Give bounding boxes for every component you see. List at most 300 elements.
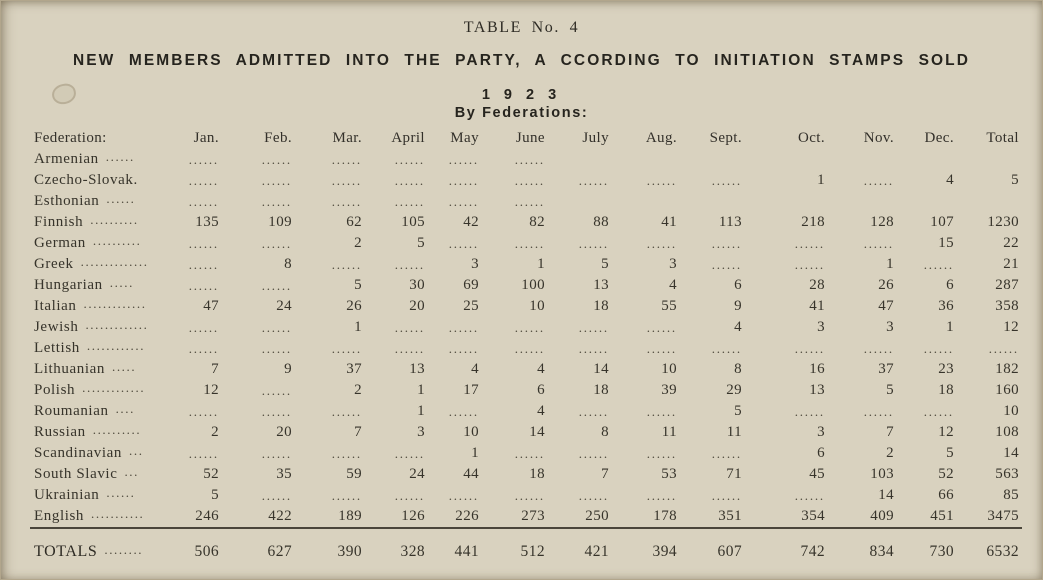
federation-name-cell [30, 464, 160, 485]
empty-cell-dots: ...... [261, 193, 292, 209]
empty-cell-dots: ...... [331, 445, 362, 461]
federation-name: Ukrainian [34, 487, 100, 503]
empty-cell-dots: ...... [863, 403, 894, 419]
value-cell: 105 [401, 214, 425, 230]
value-cell: 4 [734, 319, 742, 335]
empty-cell-dots: ...... [646, 235, 677, 251]
table-number: TABLE No. 4 [463, 19, 580, 36]
federation-name: Greek [34, 256, 74, 272]
dot-leader: ........ [104, 542, 144, 557]
federation-name-cell [30, 233, 160, 254]
federation-name: German [34, 235, 86, 251]
value-cell: 2 [354, 235, 362, 251]
dot-leader: .......... [92, 422, 142, 437]
value-cell: 53 [661, 466, 677, 482]
value-cell: 135 [195, 214, 219, 230]
empty-cell-dots: ...... [261, 172, 292, 188]
value-cell: 160 [995, 382, 1019, 398]
federation-name-cell [30, 338, 160, 359]
empty-cell-dots: ...... [794, 340, 825, 356]
column-header-mar: Mar. [332, 130, 362, 146]
empty-cell-dots: ...... [188, 193, 219, 209]
empty-cell-dots: ...... [646, 445, 677, 461]
blank-cell [548, 149, 612, 170]
value-cell: 394 [612, 528, 680, 565]
empty-cell-dots: ...... [188, 319, 219, 335]
value-cell: 21 [1003, 256, 1019, 272]
empty-cell-dots: ...... [578, 403, 609, 419]
value-cell: 273 [521, 508, 545, 524]
federation-name: South Slavic [34, 466, 118, 482]
empty-cell-dots: ...... [514, 319, 545, 335]
value-cell: 1 [417, 382, 425, 398]
page-title: NEW MEMBERS ADMITTED INTO THE PARTY, A CCORDING TO INITIATION STAMPS SOLD [72, 52, 971, 69]
value-cell: 1230 [987, 214, 1019, 230]
empty-cell-dots: ...... [394, 151, 425, 167]
value-cell: 4 [537, 361, 545, 377]
value-cell: 18 [938, 382, 954, 398]
empty-cell-dots: ...... [711, 256, 742, 272]
value-cell: 1 [817, 172, 825, 188]
empty-cell-dots: ...... [394, 256, 425, 272]
table-row [30, 338, 1022, 359]
column-header-aug: Aug. [645, 130, 677, 146]
value-cell: 20 [276, 424, 292, 440]
value-cell: 10 [463, 424, 479, 440]
federation-name-cell [30, 275, 160, 296]
value-cell: 8 [734, 361, 742, 377]
empty-cell-dots: ...... [578, 487, 609, 503]
empty-cell-dots: ...... [331, 193, 362, 209]
empty-cell-dots: ...... [646, 172, 677, 188]
value-cell: 13 [809, 382, 825, 398]
blank-cell [612, 191, 680, 212]
value-cell: 354 [801, 508, 825, 524]
value-cell: 18 [593, 382, 609, 398]
value-cell: 41 [809, 298, 825, 314]
value-cell: 5 [1011, 172, 1019, 188]
value-cell: 10 [1003, 403, 1019, 419]
value-cell: 26 [346, 298, 362, 314]
empty-cell-dots: ...... [188, 235, 219, 251]
value-cell: 13 [409, 361, 425, 377]
value-cell: 16 [809, 361, 825, 377]
empty-cell-dots: ...... [514, 151, 545, 167]
value-cell: 6532 [957, 528, 1022, 565]
value-cell: 52 [938, 466, 954, 482]
value-cell: 41 [661, 214, 677, 230]
totals-label: TOTALS [34, 543, 98, 560]
value-cell: 69 [463, 277, 479, 293]
empty-cell-dots: ...... [448, 403, 479, 419]
empty-cell-dots: ...... [261, 487, 292, 503]
empty-cell-dots: ...... [514, 487, 545, 503]
blank-cell [612, 149, 680, 170]
value-cell: 5 [601, 256, 609, 272]
empty-cell-dots: ...... [331, 487, 362, 503]
value-cell: 10 [529, 298, 545, 314]
dot-leader: .... [115, 401, 135, 416]
value-cell: 47 [878, 298, 894, 314]
value-cell: 4 [537, 403, 545, 419]
empty-cell-dots: ...... [863, 172, 894, 188]
value-cell: 37 [878, 361, 894, 377]
value-cell: 14 [593, 361, 609, 377]
value-cell: 2 [211, 424, 219, 440]
value-cell: 1 [354, 319, 362, 335]
value-cell: 287 [995, 277, 1019, 293]
column-header-feb: Feb. [264, 130, 292, 146]
blank-cell [680, 149, 745, 170]
value-cell: 182 [995, 361, 1019, 377]
federation-name: Roumanian [34, 403, 109, 419]
federation-name: Czecho-Slovak. [34, 172, 138, 188]
column-header-federation: Federation: [34, 130, 107, 146]
value-cell: 607 [680, 528, 745, 565]
dot-leader: ............. [85, 317, 149, 332]
table-row [30, 296, 1022, 317]
value-cell: 24 [409, 466, 425, 482]
value-cell: 88 [593, 214, 609, 230]
value-cell: 5 [354, 277, 362, 293]
subtitle: By Federations: [454, 105, 589, 121]
federation-name-cell [30, 359, 160, 380]
value-cell: 128 [870, 214, 894, 230]
empty-cell-dots: ...... [794, 403, 825, 419]
federation-name-cell [30, 191, 160, 212]
table-row [30, 464, 1022, 485]
table-row [30, 380, 1022, 401]
value-cell: 22 [1003, 235, 1019, 251]
value-cell: 6 [734, 277, 742, 293]
table-row [30, 149, 1022, 170]
dot-leader: ............ [86, 338, 146, 353]
value-cell: 7 [886, 424, 894, 440]
federation-name-cell [30, 170, 160, 191]
empty-cell-dots: ...... [261, 235, 292, 251]
federation-name: Polish [34, 382, 76, 398]
value-cell: 834 [828, 528, 897, 565]
column-header-july: July [582, 130, 609, 146]
value-cell: 18 [529, 466, 545, 482]
value-cell: 226 [455, 508, 479, 524]
value-cell: 85 [1003, 487, 1019, 503]
empty-cell-dots: ...... [448, 340, 479, 356]
dot-leader: ...... [105, 149, 135, 164]
empty-cell-dots: ...... [261, 319, 292, 335]
value-cell: 409 [870, 508, 894, 524]
value-cell: 3 [669, 256, 677, 272]
value-cell: 4 [946, 172, 954, 188]
blank-cell [828, 191, 897, 212]
value-cell: 3 [817, 424, 825, 440]
value-cell: 1 [537, 256, 545, 272]
value-cell: 30 [409, 277, 425, 293]
federation-name: English [34, 508, 85, 524]
value-cell: 11 [661, 424, 677, 440]
table-row [30, 317, 1022, 338]
year-label: 1 9 2 3 [481, 87, 562, 103]
blank-cell [828, 149, 897, 170]
federation-name: Italian [34, 298, 77, 314]
column-header-april: April [391, 130, 425, 146]
value-cell: 18 [593, 298, 609, 314]
dot-leader: ..... [111, 359, 137, 374]
empty-cell-dots: ...... [794, 256, 825, 272]
empty-cell-dots: ...... [448, 487, 479, 503]
empty-cell-dots: ...... [188, 445, 219, 461]
value-cell: 12 [203, 382, 219, 398]
value-cell: 358 [995, 298, 1019, 314]
value-cell: 13 [593, 277, 609, 293]
empty-cell-dots: ...... [448, 193, 479, 209]
empty-cell-dots: ...... [711, 235, 742, 251]
empty-cell-dots: ...... [646, 340, 677, 356]
empty-cell-dots: ...... [331, 256, 362, 272]
empty-cell-dots: ...... [863, 235, 894, 251]
federation-name-cell [30, 296, 160, 317]
value-cell: 2 [354, 382, 362, 398]
federation-name-cell [30, 380, 160, 401]
empty-cell-dots: ...... [514, 445, 545, 461]
empty-cell-dots: ...... [448, 235, 479, 251]
value-cell: 12 [1003, 319, 1019, 335]
empty-cell-dots: ...... [923, 256, 954, 272]
dot-leader: .............. [80, 254, 149, 269]
empty-cell-dots: ...... [711, 445, 742, 461]
federation-name-cell [30, 443, 160, 464]
value-cell: 3475 [987, 508, 1019, 524]
value-cell: 9 [284, 361, 292, 377]
value-cell: 218 [801, 214, 825, 230]
dot-leader: ..... [109, 275, 134, 290]
column-header-sept: Sept. [709, 130, 742, 146]
value-cell: 1 [946, 319, 954, 335]
value-cell: 6 [537, 382, 545, 398]
empty-cell-dots: ...... [394, 487, 425, 503]
value-cell: 189 [338, 508, 362, 524]
value-cell: 14 [878, 487, 894, 503]
value-cell: 103 [870, 466, 894, 482]
value-cell: 100 [521, 277, 545, 293]
federation-name-cell [30, 485, 160, 506]
column-header-dec: Dec. [924, 130, 954, 146]
blank-cell [680, 191, 745, 212]
empty-cell-dots: ...... [331, 340, 362, 356]
value-cell: 9 [734, 298, 742, 314]
value-cell: 1 [886, 256, 894, 272]
value-cell: 20 [409, 298, 425, 314]
table-row [30, 443, 1022, 464]
value-cell: 107 [930, 214, 954, 230]
dot-leader: ...... [106, 485, 136, 500]
table-row [30, 401, 1022, 422]
empty-cell-dots: ...... [514, 235, 545, 251]
empty-cell-dots: ...... [578, 340, 609, 356]
value-cell: 42 [463, 214, 479, 230]
value-cell: 52 [203, 466, 219, 482]
totals-name-cell [30, 528, 160, 565]
value-cell: 627 [222, 528, 295, 565]
value-cell: 512 [482, 528, 548, 565]
empty-cell-dots: ...... [394, 193, 425, 209]
value-cell: 17 [463, 382, 479, 398]
value-cell: 351 [718, 508, 742, 524]
federation-name: Finnish [34, 214, 84, 230]
empty-cell-dots: ...... [923, 403, 954, 419]
column-header-oct: Oct. [797, 130, 825, 146]
value-cell: 742 [745, 528, 828, 565]
empty-cell-dots: ...... [646, 319, 677, 335]
blank-cell [957, 149, 1022, 170]
blank-cell [745, 191, 828, 212]
empty-cell-dots: ...... [448, 151, 479, 167]
empty-cell-dots: ...... [794, 487, 825, 503]
value-cell: 1 [471, 445, 479, 461]
federation-name: Armenian [34, 151, 99, 167]
table-row [30, 254, 1022, 275]
value-cell: 178 [653, 508, 677, 524]
table-row [30, 212, 1022, 233]
value-cell: 8 [284, 256, 292, 272]
blank-cell [745, 149, 828, 170]
empty-cell-dots: ...... [188, 151, 219, 167]
empty-cell-dots: ...... [261, 277, 292, 293]
value-cell: 563 [995, 466, 1019, 482]
value-cell: 5 [417, 235, 425, 251]
value-cell: 451 [930, 508, 954, 524]
value-cell: 47 [203, 298, 219, 314]
value-cell: 55 [661, 298, 677, 314]
value-cell: 37 [346, 361, 362, 377]
empty-cell-dots: ...... [188, 277, 219, 293]
empty-cell-dots: ...... [794, 235, 825, 251]
dot-leader: ...... [106, 191, 136, 206]
empty-cell-dots: ...... [514, 193, 545, 209]
dot-leader: .......... [90, 212, 139, 227]
value-cell: 28 [809, 277, 825, 293]
value-cell: 7 [211, 361, 219, 377]
empty-cell-dots: ...... [711, 487, 742, 503]
value-cell: 422 [268, 508, 292, 524]
value-cell: 44 [463, 466, 479, 482]
empty-cell-dots: ...... [261, 403, 292, 419]
federation-name: Jewish [34, 319, 79, 335]
value-cell: 328 [365, 528, 428, 565]
table-row [30, 422, 1022, 443]
dot-leader: .......... [92, 233, 142, 248]
dot-leader: ... [124, 464, 140, 479]
empty-cell-dots: ...... [923, 340, 954, 356]
value-cell: 5 [886, 382, 894, 398]
federations-table [30, 128, 1022, 565]
empty-cell-dots: ...... [188, 172, 219, 188]
empty-cell-dots: ...... [394, 172, 425, 188]
dot-leader: ............. [83, 296, 147, 311]
value-cell: 7 [601, 466, 609, 482]
empty-cell-dots: ...... [448, 319, 479, 335]
value-cell: 82 [529, 214, 545, 230]
value-cell: 113 [718, 214, 742, 230]
blank-cell [548, 191, 612, 212]
column-header-june: June [515, 130, 545, 146]
value-cell: 2 [886, 445, 894, 461]
value-cell: 6 [817, 445, 825, 461]
table-header-row [30, 128, 1022, 149]
empty-cell-dots: ...... [261, 151, 292, 167]
value-cell: 35 [276, 466, 292, 482]
empty-cell-dots: ...... [188, 256, 219, 272]
totals-row [30, 528, 1022, 565]
empty-cell-dots: ...... [331, 151, 362, 167]
table-row [30, 191, 1022, 212]
value-cell: 5 [211, 487, 219, 503]
value-cell: 3 [471, 256, 479, 272]
value-cell: 11 [726, 424, 742, 440]
dot-leader: ............. [82, 380, 146, 395]
federation-name-cell [30, 212, 160, 233]
empty-cell-dots: ...... [578, 319, 609, 335]
federation-name-cell [30, 506, 160, 528]
table-row [30, 275, 1022, 296]
empty-cell-dots: ...... [394, 445, 425, 461]
value-cell: 62 [346, 214, 362, 230]
value-cell: 14 [529, 424, 545, 440]
value-cell: 71 [726, 466, 742, 482]
value-cell: 246 [195, 508, 219, 524]
empty-cell-dots: ...... [331, 403, 362, 419]
value-cell: 109 [268, 214, 292, 230]
column-header-total: Total [986, 130, 1019, 146]
federation-name: Russian [34, 424, 86, 440]
value-cell: 108 [995, 424, 1019, 440]
empty-cell-dots: ...... [646, 487, 677, 503]
federation-name-cell [30, 254, 160, 275]
empty-cell-dots: ...... [646, 403, 677, 419]
value-cell: 5 [946, 445, 954, 461]
value-cell: 12 [938, 424, 954, 440]
value-cell: 4 [471, 361, 479, 377]
value-cell: 421 [548, 528, 612, 565]
federation-name: Hungarian [34, 277, 103, 293]
federation-name-cell [30, 149, 160, 170]
table-row [30, 170, 1022, 191]
dot-leader: ... [129, 443, 144, 458]
value-cell: 36 [938, 298, 954, 314]
federation-name-cell [30, 401, 160, 422]
value-cell: 730 [897, 528, 957, 565]
empty-cell-dots: ...... [394, 319, 425, 335]
value-cell: 26 [878, 277, 894, 293]
value-cell: 15 [938, 235, 954, 251]
value-cell: 390 [295, 528, 365, 565]
value-cell: 8 [601, 424, 609, 440]
value-cell: 5 [734, 403, 742, 419]
column-header-jan: Jan. [193, 130, 219, 146]
empty-cell-dots: ...... [261, 445, 292, 461]
blank-cell [897, 191, 957, 212]
value-cell: 10 [661, 361, 677, 377]
value-cell: 25 [463, 298, 479, 314]
empty-cell-dots: ...... [448, 172, 479, 188]
federation-name-cell [30, 422, 160, 443]
value-cell: 3 [886, 319, 894, 335]
value-cell: 441 [428, 528, 482, 565]
value-cell: 506 [160, 528, 222, 565]
table-row [30, 485, 1022, 506]
value-cell: 66 [938, 487, 954, 503]
column-header-may: May [450, 130, 479, 146]
